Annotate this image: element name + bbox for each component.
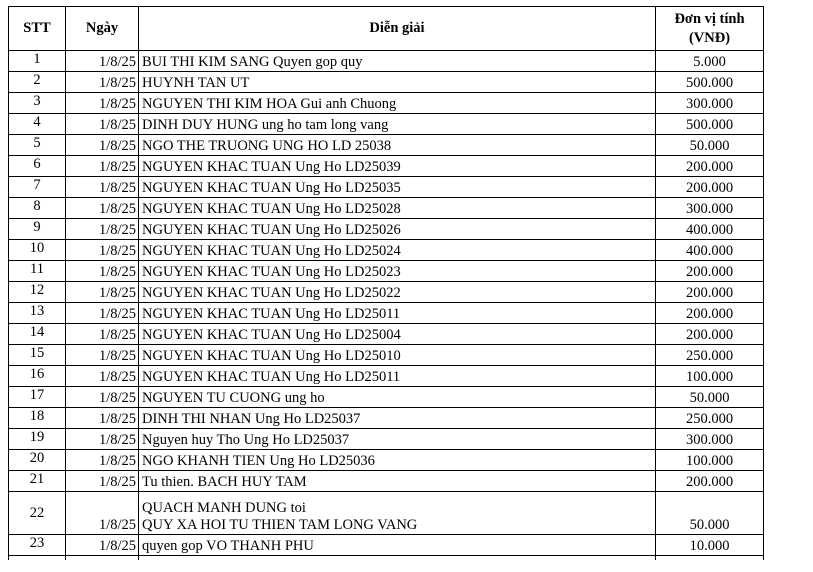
row-amount: 300.000 xyxy=(656,93,764,114)
description-line: NGUYEN TU CUONG ung ho xyxy=(142,390,325,406)
table-row xyxy=(9,135,764,156)
description-line: NGUYEN KHAC TUAN Ung Ho LD25035 xyxy=(142,180,401,196)
row-amount: 50.000 xyxy=(656,135,764,156)
row-amount: 200.000 xyxy=(656,261,764,282)
row-date: 1/8/25 xyxy=(66,345,139,366)
table-row xyxy=(9,261,764,282)
row-date: 1/8/25 xyxy=(66,324,139,345)
table-row xyxy=(9,324,764,345)
row-date: 1/8/25 xyxy=(66,535,139,556)
row-stt: 13 xyxy=(9,303,66,324)
row-stt: 10 xyxy=(9,240,66,261)
row-date: 1/8/25 xyxy=(66,429,139,450)
row-description xyxy=(139,408,656,429)
row-description xyxy=(139,324,656,345)
description-line: NGUYEN KHAC TUAN Ung Ho LD25023 xyxy=(142,264,401,280)
row-date: 1/8/25 xyxy=(66,408,139,429)
table-row xyxy=(9,492,764,535)
description-line: QUY XA HOI TU THIEN TAM LONG VANG xyxy=(142,517,418,533)
description-line: NGUYEN KHAC TUAN Ung Ho LD25010 xyxy=(142,348,401,364)
row-description xyxy=(139,114,656,135)
row-description xyxy=(139,387,656,408)
table-row xyxy=(9,408,764,429)
row-description xyxy=(139,471,656,492)
row-amount: 300.000 xyxy=(656,198,764,219)
row-amount: 500.000 xyxy=(656,72,764,93)
row-description xyxy=(139,135,656,156)
row-description xyxy=(139,219,656,240)
row-stt: 9 xyxy=(9,219,66,240)
row-stt: 6 xyxy=(9,156,66,177)
description-line: Tu thien. BACH HUY TAM xyxy=(142,474,307,490)
table-row xyxy=(9,429,764,450)
description-line: NGUYEN KHAC TUAN Ung Ho LD25011 xyxy=(142,306,401,322)
row-stt: 23 xyxy=(9,535,66,556)
table-body xyxy=(9,51,764,561)
row-stt: 7 xyxy=(9,177,66,198)
row-amount: 200.000 xyxy=(656,177,764,198)
table-row xyxy=(9,156,764,177)
row-stt: 14 xyxy=(9,324,66,345)
description-line: HUYNH TAN UT xyxy=(142,75,250,91)
row-amount: 200.000 xyxy=(656,324,764,345)
row-amount: 250.000 xyxy=(656,345,764,366)
row-description xyxy=(139,366,656,387)
table-row xyxy=(9,345,764,366)
description-line: DINH THI NHAN Ung Ho LD25037 xyxy=(142,411,361,427)
row-date: 1/8/25 xyxy=(66,156,139,177)
row-amount: 250.000 xyxy=(656,408,764,429)
row-description xyxy=(139,240,656,261)
row-stt: 16 xyxy=(9,366,66,387)
table-row xyxy=(9,93,764,114)
row-stt: 4 xyxy=(9,114,66,135)
row-amount: 200.000 xyxy=(656,471,764,492)
row-date: 1/8/25 xyxy=(66,114,139,135)
row-date: 1/8/25 xyxy=(66,492,139,535)
table-row xyxy=(9,72,764,93)
row-stt: 21 xyxy=(9,471,66,492)
row-description xyxy=(139,429,656,450)
row-date: 1/8/25 xyxy=(66,135,139,156)
row-stt: 20 xyxy=(9,450,66,471)
row-date: 1/8/25 xyxy=(66,387,139,408)
row-amount: 200.000 xyxy=(656,282,764,303)
header-date: Ngày xyxy=(66,7,139,51)
row-description xyxy=(139,177,656,198)
description-line: NGUYEN THI KIM HOA Gui anh Chuong xyxy=(142,96,397,112)
row-amount: 50.000 xyxy=(656,492,764,535)
table-row xyxy=(9,535,764,556)
description-line: NGUYEN KHAC TUAN Ung Ho LD25026 xyxy=(142,222,401,238)
header-row xyxy=(9,7,764,51)
row-date: 1/8/25 xyxy=(66,366,139,387)
row-amount: 500.000 xyxy=(656,114,764,135)
row-stt: 12 xyxy=(9,282,66,303)
row-date: 1/8/25 xyxy=(66,51,139,72)
description-line: Nguyen huy Tho Ung Ho LD25037 xyxy=(142,432,350,448)
header-amount-line2: (VNĐ) xyxy=(688,29,731,46)
description-line: QUACH MANH DUNG toi xyxy=(142,500,306,516)
header-amount xyxy=(656,7,764,51)
row-stt: 3 xyxy=(9,93,66,114)
table-row xyxy=(9,240,764,261)
row-date: 1/8/25 xyxy=(66,282,139,303)
row-description xyxy=(139,492,656,535)
description-line: quyen gop VO THANH PHU xyxy=(142,538,314,554)
row-stt: 1 xyxy=(9,51,66,72)
description-line: NGUYEN KHAC TUAN Ung Ho LD25039 xyxy=(142,159,401,175)
row-amount: 100.000 xyxy=(656,366,764,387)
row-description xyxy=(139,303,656,324)
description-line: NGUYEN KHAC TUAN Ung Ho LD25011 xyxy=(142,369,401,385)
row-amount: 200.000 xyxy=(656,156,764,177)
row-stt: 15 xyxy=(9,345,66,366)
row-stt: 8 xyxy=(9,198,66,219)
row-stt: 19 xyxy=(9,429,66,450)
row-description xyxy=(139,156,656,177)
row-stt: 5 xyxy=(9,135,66,156)
donation-table xyxy=(8,6,764,560)
table-row xyxy=(9,303,764,324)
row-amount: 200.000 xyxy=(656,303,764,324)
row-amount: 400.000 xyxy=(656,240,764,261)
row-amount: 10.000 xyxy=(656,535,764,556)
table-row xyxy=(9,51,764,72)
row-amount: 300.000 xyxy=(656,429,764,450)
table-row xyxy=(9,198,764,219)
row-date: 1/8/25 xyxy=(66,471,139,492)
description-line: DINH DUY HUNG ung ho tam long vang xyxy=(142,117,389,133)
table-row xyxy=(9,471,764,492)
description-line: NGO THE TRUONG UNG HO LD 25038 xyxy=(142,138,392,154)
row-amount: 5.000 xyxy=(656,51,764,72)
description-line: NGUYEN KHAC TUAN Ung Ho LD25024 xyxy=(142,243,401,259)
row-date: 1/8/25 xyxy=(66,72,139,93)
row-stt: 17 xyxy=(9,387,66,408)
description-line: NGUYEN KHAC TUAN Ung Ho LD25022 xyxy=(142,285,401,301)
row-amount: 50.000 xyxy=(656,387,764,408)
row-amount: 400.000 xyxy=(656,219,764,240)
empty-cell xyxy=(139,556,656,561)
row-amount: 100.000 xyxy=(656,450,764,471)
table-row xyxy=(9,282,764,303)
empty-cell xyxy=(656,556,764,561)
row-date: 1/8/25 xyxy=(66,198,139,219)
row-stt: 18 xyxy=(9,408,66,429)
row-stt: 22 xyxy=(9,492,66,535)
row-date: 1/8/25 xyxy=(66,303,139,324)
table-row xyxy=(9,177,764,198)
description-line: BUI THI KIM SANG Quyen gop quy xyxy=(142,54,363,70)
row-description xyxy=(139,93,656,114)
table-row xyxy=(9,219,764,240)
row-date: 1/8/25 xyxy=(66,93,139,114)
table-row xyxy=(9,366,764,387)
description-line: NGUYEN KHAC TUAN Ung Ho LD25028 xyxy=(142,201,401,217)
row-description xyxy=(139,345,656,366)
description-line: NGO KHANH TIEN Ung Ho LD25036 xyxy=(142,453,375,469)
header-stt: STT xyxy=(9,7,66,51)
row-date: 1/8/25 xyxy=(66,450,139,471)
table-row-cutoff xyxy=(9,556,764,561)
row-description xyxy=(139,51,656,72)
row-description xyxy=(139,535,656,556)
header-description: Diễn giải xyxy=(139,7,656,51)
row-stt: 2 xyxy=(9,72,66,93)
empty-cell xyxy=(9,556,66,561)
table-row xyxy=(9,450,764,471)
table-row xyxy=(9,114,764,135)
row-description xyxy=(139,282,656,303)
row-description xyxy=(139,450,656,471)
donation-ledger xyxy=(8,6,764,560)
row-description xyxy=(139,198,656,219)
row-date: 1/8/25 xyxy=(66,219,139,240)
header-amount-line1: Đơn vị tính xyxy=(674,10,745,27)
empty-cell xyxy=(66,556,139,561)
row-description xyxy=(139,261,656,282)
description-line: NGUYEN KHAC TUAN Ung Ho LD25004 xyxy=(142,327,401,343)
row-date: 1/8/25 xyxy=(66,177,139,198)
row-stt: 11 xyxy=(9,261,66,282)
table-row xyxy=(9,387,764,408)
row-date: 1/8/25 xyxy=(66,240,139,261)
row-date: 1/8/25 xyxy=(66,261,139,282)
row-description xyxy=(139,72,656,93)
